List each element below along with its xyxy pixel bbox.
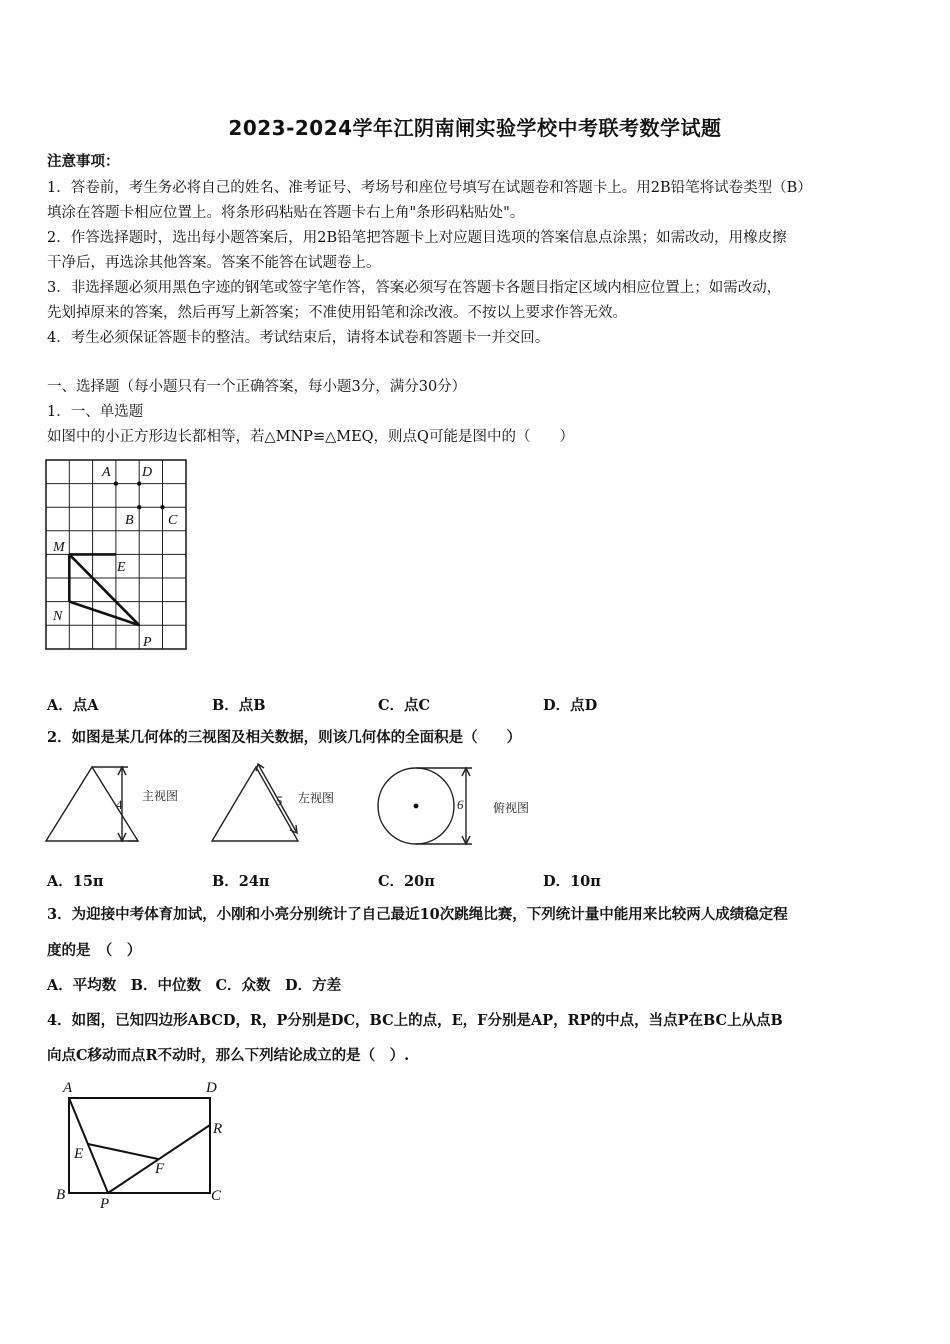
point-a: [114, 481, 118, 485]
q4-quadrilateral-figure: [50, 1076, 240, 1216]
label-f: F: [155, 1161, 165, 1177]
label-a: A: [102, 465, 111, 480]
label-d: D: [206, 1080, 217, 1096]
q2-option-c: C．20π: [378, 873, 435, 890]
q1-option-b: B．点B: [212, 697, 266, 714]
notice-line: 先划掉原来的答案，然后再写上新答案；不准使用铅笔和涂改液。不按以上要求作答无效。: [47, 305, 627, 321]
q1-grid-figure: [40, 455, 200, 655]
notice-line: 3．非选择题必须用黑色字迹的钢笔或签字笔作答，答案必须写在答题卡各题目指定区域内相应位置上；如需改动，: [47, 280, 782, 296]
label-e: E: [117, 560, 126, 575]
label-r: R: [213, 1121, 223, 1137]
notice-line: 干净后，再选涂其他答案。答案不能答在试题卷上。: [47, 255, 381, 271]
section-heading: 一、选择题（每小题只有一个正确答案，每小题3分，满分30分）: [47, 379, 467, 395]
q3-stem-line2: 度的是 （ ）: [47, 942, 142, 959]
q4-stem-line1: 4．如图，已知四边形ABCD，R，P分别是DC，BC上的点，E，F分别是AP，RP的中点，当点P在BC上从点B: [47, 1012, 783, 1029]
label-c: C: [211, 1188, 222, 1204]
q2-three-views-figure: [40, 757, 540, 852]
label-m: M: [53, 540, 65, 555]
front-view-label: 主视图: [142, 789, 179, 803]
q2-stem: 2．如图是某几何体的三视图及相关数据，则该几何体的全面积是（ ）: [47, 729, 522, 746]
q2-option-d: D．10π: [543, 873, 601, 890]
segment-ef: [88, 1144, 158, 1159]
q1-stem: 如图中的小正方形边长都相等，若△MNP≌△MEQ，则点Q可能是图中的（ ）: [47, 429, 574, 445]
notice-line: 4．考生必须保证答题卡的整洁。考试结束后，请将本试卷和答题卡一并交回。: [47, 330, 550, 346]
label-a: A: [63, 1080, 73, 1096]
left-view-triangle: [212, 767, 298, 841]
label-p: P: [143, 635, 152, 650]
quadrilateral-abcd: [69, 1098, 210, 1193]
label-c: C: [168, 513, 178, 528]
label-b: B: [125, 513, 134, 528]
label-p: P: [100, 1196, 110, 1212]
top-dim: 6: [457, 797, 464, 812]
notice-line: 2．作答选择题时，选出每小题答案后，用2B铅笔把答题卡上对应题目选项的答案信息点涂黑；如需改动，用橡皮擦: [47, 230, 787, 246]
left-view-label: 左视图: [298, 791, 335, 805]
page-title: 2023-2024学年江阴南闸实验学校中考联考数学试题: [228, 116, 722, 140]
notice-heading: 注意事项：: [47, 153, 120, 170]
point-c: [160, 505, 164, 509]
q3-options: A．平均数 B．中位数 C．众数 D．方差: [47, 977, 342, 994]
notice-line: 1．答卷前，考生务必将自己的姓名、准考证号、考场号和座位号填写在试题卷和答题卡上。用2B铅笔将试卷类型（B）: [47, 180, 812, 196]
top-view-label: 俯视图: [493, 801, 530, 815]
q1-option-c: C．点C: [378, 697, 431, 714]
front-view-triangle: [46, 767, 138, 841]
point-b: [137, 505, 141, 509]
q3-stem-line1: 3．为迎接中考体育加试，小刚和小亮分别统计了自己最近10次跳绳比赛，下列统计量中能用来比较两人成绩稳定程: [47, 906, 788, 923]
label-n: N: [53, 609, 63, 624]
q2-option-b: B．24π: [212, 873, 270, 890]
segment-pr: [108, 1125, 210, 1193]
notice-line: 填涂在答题卡相应位置上。将条形码粘贴在答题卡右上角"条形码粘贴处"。: [47, 205, 525, 221]
front-dim: 4: [116, 797, 123, 812]
q4-stem-line2: 向点C移动而点R不动时，那么下列结论成立的是（ ）.: [47, 1047, 410, 1064]
q1-option-d: D．点D: [543, 697, 598, 714]
left-dim: 5: [276, 793, 283, 808]
q2-option-a: A．15π: [47, 873, 104, 890]
q1-option-a: A．点A: [47, 697, 99, 714]
point-d: [137, 481, 141, 485]
q1-subheading: 1．一、单选题: [47, 404, 144, 420]
label-b: B: [56, 1187, 66, 1203]
label-e: E: [74, 1146, 84, 1162]
label-d: D: [142, 465, 153, 480]
